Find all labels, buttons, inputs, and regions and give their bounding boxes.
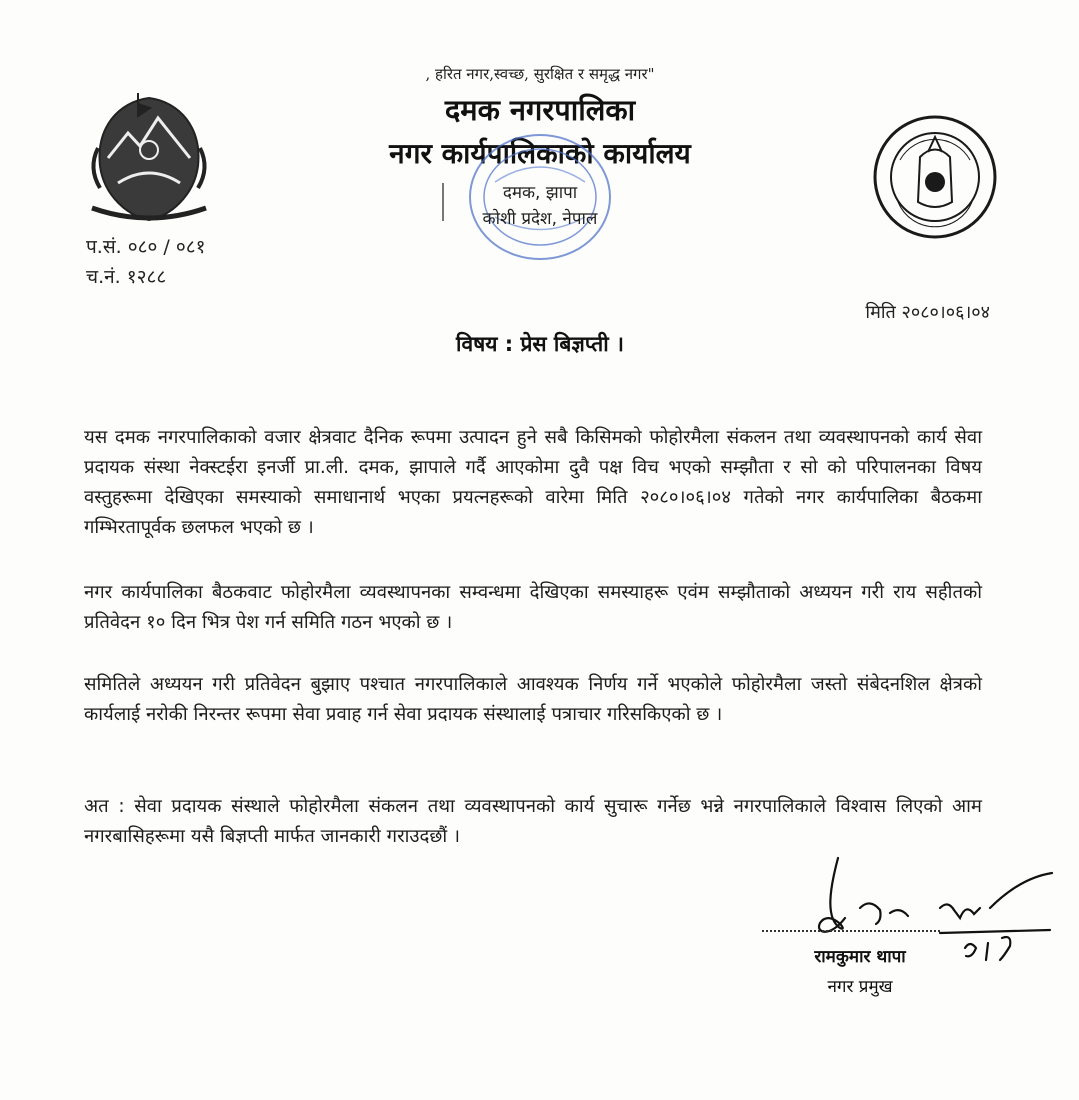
slogan: , हरित नगर,स्वच्छ, सुरक्षित र समृद्ध नगर" [425, 65, 655, 83]
office-address [430, 180, 650, 232]
paragraph-2: नगर कार्यपालिका बैठकवाट फोहोरमैला व्यवस्थापनका सम्वन्धमा देखिएका समस्याहरू एवंम सम्झौताको अध्ययन गरी राय सहीतको प्रतिवेदन १० दिन भित्र पेश गर्न समिति गठन भएको छ । [84, 582, 982, 633]
paragraph-1: यस दमक नगरपालिकाको वजार क्षेत्रवाट दैनिक रूपमा उत्पादन हुने सबै किसिमको फोहोरमैला संकलन तथा व्यवस्थापनको कार्य सेवा प्रदायक संस्था नेक्स्टईरा इनर्जी प्रा.ली. दमक, झापाले गर्दै आएकोमा दुवै पक्ष विच भएको सम्झौता र सो को परिपालनका विषय वस्तुहरूमा देखिएका समस्याको समाधानार्थ भएका प्रयत्नहरूको वारेमा मिति २०८०।०६।०४ गतेको नगर कार्यपालिका बैठकमा गम्भिरतापूर्वक छलफल भएको छ । [84, 427, 982, 538]
reference-numbers [86, 232, 206, 292]
office-name: नगर कार्यपालिकाको कार्यालय [389, 137, 691, 170]
signature-line [762, 930, 940, 932]
paragraph-3: समितिले अध्ययन गरी प्रतिवेदन बुझाए पश्चात नगरपालिकाले आवश्यक निर्णय गर्ने भएकोले फोहोरमैला जस्तो संबेदनशिल क्षेत्रको कार्यलाई नरोकी निरन्तर रूपमा सेवा प्रवाह गर्न सेवा प्रदायक संस्थालाई पत्राचार गरिसकिएको छ । [84, 674, 982, 725]
subject-line: विषय : प्रेस बिज्ञप्ती । [456, 332, 624, 356]
signatory-title: नगर प्रमुख [827, 977, 893, 997]
ps-number: प.सं. ०८० / ०८१ [86, 236, 206, 258]
municipality-logo-icon [870, 112, 1000, 242]
address-line-2: कोशी प्रदेश, नेपाल [482, 209, 598, 229]
signatory-name: रामकुमार थापा [814, 947, 906, 967]
letter-date: मिति २०८०।०६।०४ [865, 302, 990, 323]
address-line-1: दमक, झापा [502, 183, 578, 203]
municipality-name: दमक नगरपालिका [444, 93, 636, 127]
chalani-number: च.नं. १२८८ [86, 266, 167, 288]
nepal-emblem-icon [78, 88, 220, 230]
paragraph-4: अत : सेवा प्रदायक संस्थाले फोहोरमैला संकलन तथा व्यवस्थापनको कार्य सुचारू गर्नेछ भन्ने नगरपालिकाले विश्वास लिएको आम नगरबासिहरूमा यसै बिज्ञप्ती मार्फत जानकारी गराउदछौं । [84, 796, 982, 847]
